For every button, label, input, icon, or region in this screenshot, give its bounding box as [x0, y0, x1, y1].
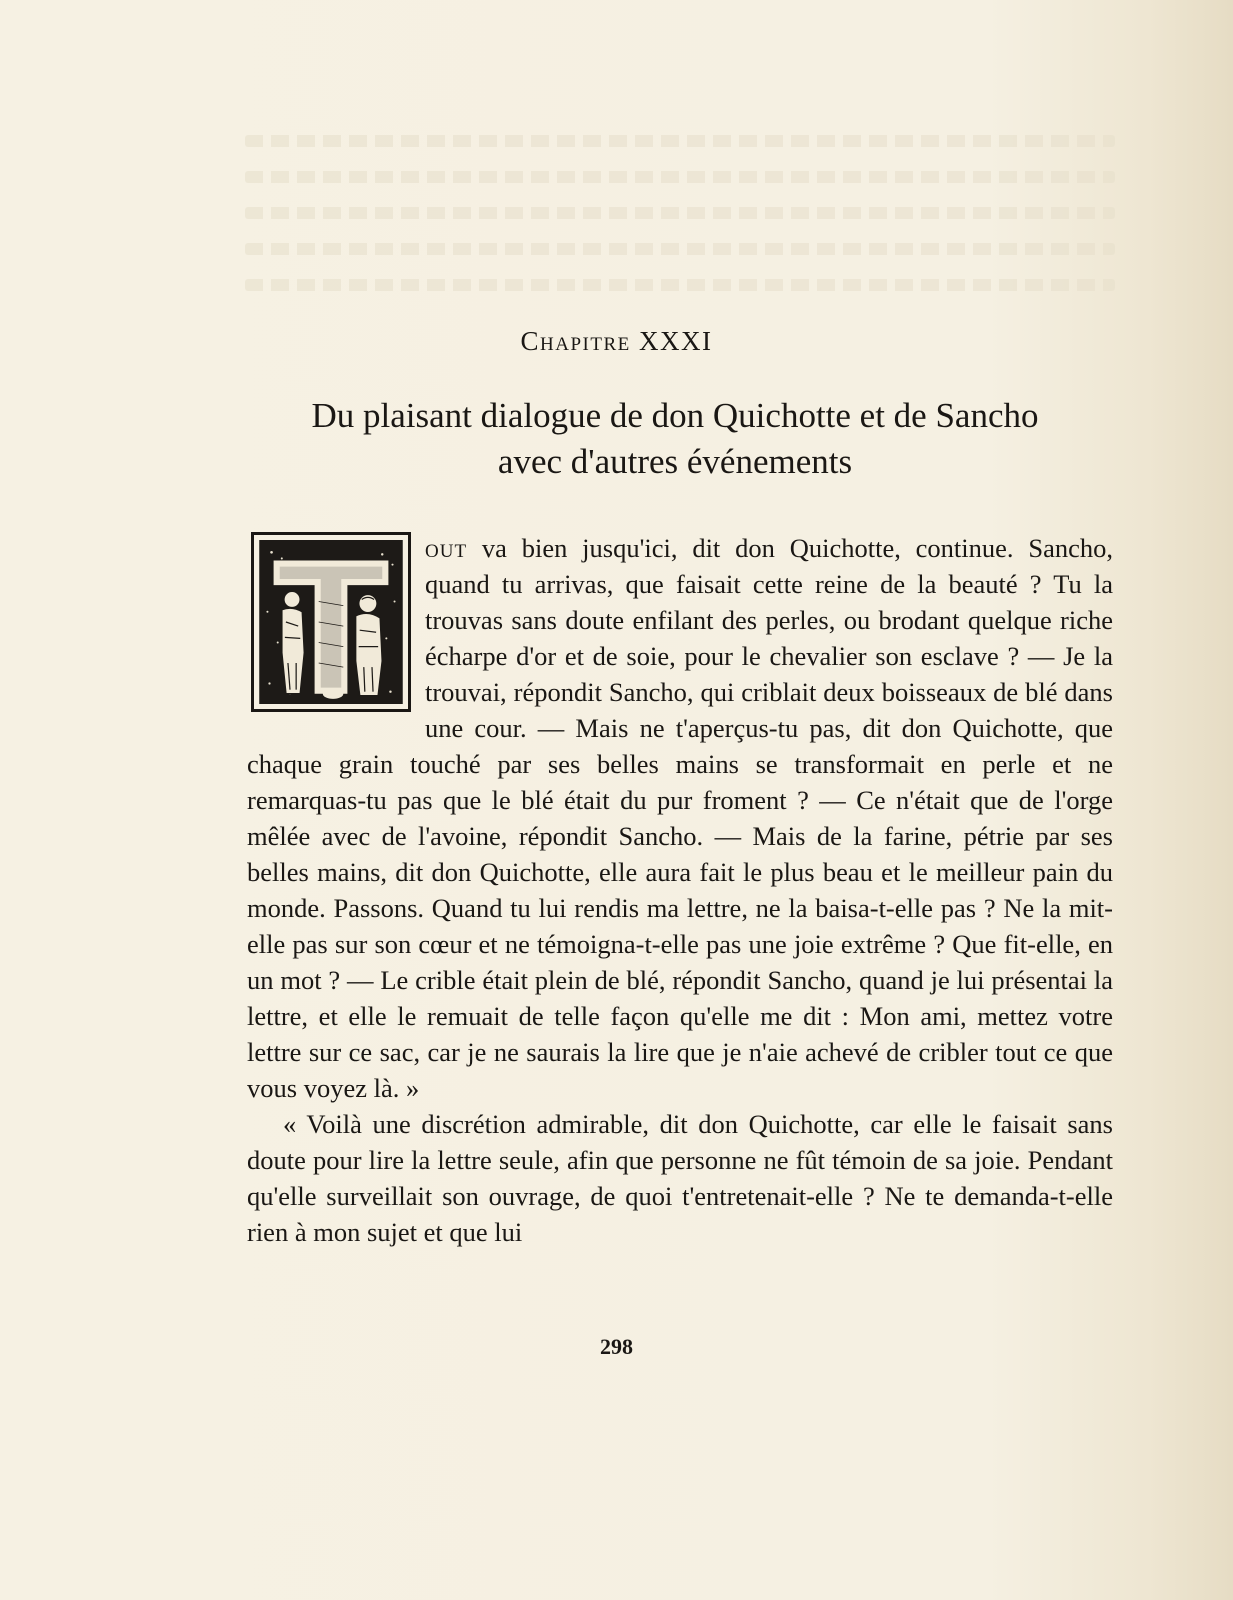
chapter-title-line-2: avec d'autres événements	[497, 442, 853, 481]
bleed-through-text	[245, 135, 1115, 315]
paragraph-1-text: va bien jusqu'ici, dit don Quichotte, continue. Sancho, quand tu arrivas, que faisait cette reine de la beauté ? Tu la trouvas sans doute enfilant des perles, ou brodant quelque riche écharpe d'or et de soie, pour le chevalier son esclave ? — Je la trouvai, répondit Sancho, qui criblait deux boisseaux de blé dans une cour. — Mais ne t'aperçus-tu pas, dit don Quichotte, que chaque grain touché par ses belles mains se transformait en perle et ne remarquas-tu pas que le blé était du pur froment ? — Ce n'était que de l'orge mêlée avec de l'avoine, répondit Sancho. — Mais de la farine, pétrie par ses belles mains, dit don Quichotte, elle aura fait le plus beau et le meilleur pain du monde. Passons. Quand tu lui rendis ma lettre, ne la baisa-t-elle pas ? Ne la mit-elle pas sur son cœur et ne témoigna-t-elle pas une joie extrême ? Que fit-elle, en un mot ? — Le crible était plein de blé, répondit Sancho, quand je lui présentai la lettre, et elle le remuait de telle façon qu'elle me dit : Mon ami, mettez votre lettre sur ce sac, car je ne saurais la lire que je n'aie achevé de cribler tout ce que vous voyez là. »	[247, 533, 1113, 1103]
chapter-body	[247, 530, 1113, 1250]
dropcap-woodcut-image	[259, 540, 403, 704]
chapter-title	[220, 393, 1130, 485]
paragraph-2: « Voilà une discrétion admirable, dit don Quichotte, car elle le faisait sans doute pour lire la lettre seule, afin que personne ne fût témoin de sa joie. Pendant qu'elle surveillait son ouvrage, de quoi t'entretenait-elle ? Ne te demanda-t-elle rien à mon sujet et que lui	[247, 1109, 1113, 1247]
chapter-title-line-1: Du plaisant dialogue de don Quichotte et de Sancho	[311, 396, 1039, 435]
page-number: 298	[600, 1334, 633, 1359]
opening-smallcaps: out	[425, 533, 468, 563]
paragraph-1	[247, 530, 1113, 1106]
woodcut-dropcap-illustration	[251, 532, 411, 712]
chapter-heading: Chapitre XXXI	[520, 326, 713, 356]
